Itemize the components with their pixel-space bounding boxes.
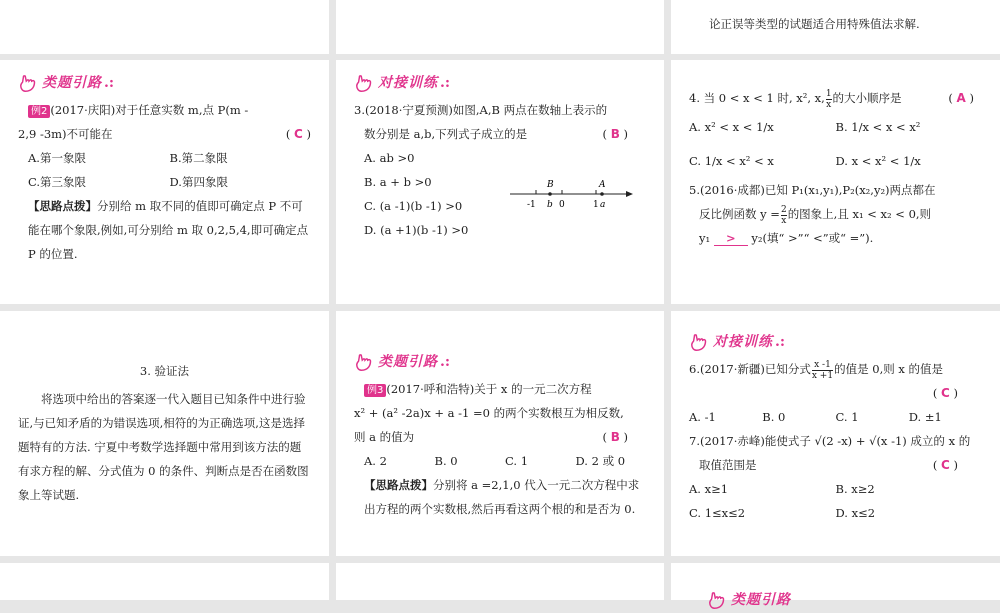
option-a: A. x² < x < 1/x — [689, 120, 774, 134]
card-top-middle — [336, 0, 664, 54]
q7-stem: 7.(2017·赤峰)能使式子 √(2 -x) + √(x -1) 成立的 x 的 — [689, 434, 971, 448]
label-minus-one: -1 — [527, 200, 536, 210]
q6-stem: 6.(2017·新疆)已知分式 $\frac{x -1}{x +1}$ 的值是 0,则 x 的值是 — [689, 359, 944, 381]
number-line-figure — [506, 174, 636, 214]
tag-label: 对接训练 — [378, 75, 438, 91]
section-tag — [689, 329, 982, 355]
option-d: D. x≤2 — [835, 506, 876, 520]
option-a: A. -1 — [689, 410, 716, 424]
pointing-hand-icon — [354, 72, 376, 94]
q3-options — [354, 146, 504, 242]
q6-options — [689, 405, 982, 429]
card-example-2 — [0, 60, 329, 304]
tag-dots: .: — [440, 75, 451, 91]
option-b: B. 0 — [762, 410, 786, 424]
ex3-stem-2: x² + (a² -2a)x + a -1 =0 的两个实数根互为相反数, — [354, 406, 624, 420]
option-b: B. 1/x < x < x² — [835, 120, 921, 134]
answer-bracket: ( C ) — [932, 386, 958, 400]
tag-dots: .: — [440, 354, 451, 370]
pointing-hand-icon — [18, 72, 40, 94]
option-c: C. 1≤x≤2 — [689, 506, 746, 520]
ex3-options — [354, 449, 646, 473]
option-c: C. (a -1)(b -1) >0 — [364, 199, 463, 213]
continued-text: 论正误等类型的试题适合用特殊值法求解. — [709, 17, 920, 31]
option-b: B. a + b >0 — [364, 175, 432, 189]
option-b: B. 0 — [434, 454, 458, 468]
ex2-stem-2: 2,9 -3m)不可能在 ( C ) — [18, 122, 311, 146]
option-c: C.第三象限 — [28, 175, 87, 189]
fraction-1-over-x: $\frac{1}{x}$ — [825, 88, 832, 110]
pointing-hand-icon — [689, 331, 711, 353]
section-tag — [354, 70, 646, 96]
example-badge: 例2 — [28, 105, 50, 118]
option-d: D.第四象限 — [169, 175, 228, 189]
section-tag — [707, 587, 982, 613]
card-bottom-left — [0, 563, 329, 600]
section-tag — [354, 349, 646, 375]
answer-bracket: ( B ) — [602, 430, 628, 444]
pointing-hand-icon — [707, 589, 729, 611]
ex2-options — [18, 146, 311, 194]
q5-stem: 5.(2016·成都)已知 P₁(x₁,y₁),P₂(x₂,y₂)两点都在 — [689, 183, 936, 197]
card-question-3 — [336, 60, 664, 304]
label-one: 1 — [593, 200, 599, 210]
q5-fill: y₁ > y₂(填“ >”“ <”或“ =”). — [699, 231, 874, 245]
option-c: C. 1 — [835, 410, 859, 424]
card-method-3 — [0, 311, 329, 556]
fraction-q6: $\frac{x -1}{x +1}$ — [811, 359, 834, 381]
tag-dots: .: — [104, 75, 115, 91]
tag-dots: .: — [775, 334, 786, 350]
option-d: D. x < x² < 1/x — [835, 154, 921, 168]
option-a: A.第一象限 — [28, 151, 86, 165]
answer-bracket: ( B ) — [602, 127, 628, 141]
label-a: a — [600, 200, 606, 210]
label-A: A — [599, 180, 606, 190]
method-title: 3. 验证法 — [139, 364, 190, 378]
option-c: C. 1/x < x² < x — [689, 154, 774, 168]
method-body: 将选项中给出的答案逐一代入题目已知条件中进行验证,与已知矛盾的为错误选项,相符的为正确选项,这是选择题特有的方法. 宁夏中考数学选择题中常用到该方法的题有求方程的解、分式值为 0 的条件、判断点是否在函数图象上等试题. — [18, 392, 309, 502]
option-a: A. ab >0 — [364, 151, 415, 165]
option-b: B. x≥2 — [835, 482, 875, 496]
card-bottom-middle — [336, 563, 664, 600]
tag-label: 类题引路 — [731, 592, 791, 608]
card-top-left — [0, 0, 329, 54]
option-a: A. 2 — [364, 454, 387, 468]
section-tag — [18, 70, 311, 96]
tag-label: 对接训练 — [713, 334, 773, 350]
option-d: D. ±1 — [908, 410, 942, 424]
label-zero: 0 — [559, 200, 565, 210]
ex2-stem: 例2 (2017·庆阳)对于任意实数 m,点 P(m - — [18, 98, 311, 122]
tag-label: 类题引路 — [42, 75, 102, 91]
tag-label: 类题引路 — [378, 354, 438, 370]
ex3-stem-3: 则 a 的值为 ( B ) — [354, 425, 646, 449]
card-example-3 — [336, 311, 664, 556]
label-b: b — [547, 200, 553, 210]
option-b: B.第二象限 — [169, 151, 228, 165]
ex3-tip: 【思路点拨】分别将 a =2,1,0 代入一元二次方程中求出方程的两个实数根,然后再看这两个根的和是否为 0. — [364, 478, 640, 516]
fraction-2-over-x: $\frac{2}{x}$ — [780, 204, 787, 226]
option-d: D. 2 或 0 — [575, 454, 626, 468]
answer-bracket: ( C ) — [932, 458, 958, 472]
card-top-right — [671, 0, 1000, 54]
q5-stem-2: 反比例函数 y = $\frac{2}{x}$ 的图象上,且 x₁ < x₂ < 0,则 — [699, 204, 932, 226]
q4-options — [689, 110, 982, 178]
fill-blank-answer: > — [714, 231, 748, 246]
q7-options — [689, 477, 982, 525]
q4-stem: 4. 当 0 < x < 1 时, x², x, $\frac{1}{x}$ 的大小顺序是 ( A ) — [689, 86, 982, 110]
card-questions-6-7 — [671, 311, 1000, 556]
q3-stem-2: 数分别是 a,b,下列式子成立的是 ( B ) — [354, 122, 646, 146]
q3-stem: 3.(2018·宁夏预测)如图,A,B 两点在数轴上表示的 — [354, 103, 608, 117]
q7-stem-2: 取值范围是 ( C ) — [689, 453, 982, 477]
card-questions-4-5 — [671, 60, 1000, 304]
label-B: B — [547, 180, 554, 190]
option-d: D. (a +1)(b -1) >0 — [364, 223, 469, 237]
example-badge: 例3 — [364, 384, 386, 397]
card-bottom-right — [671, 563, 1000, 608]
ex3-stem: 例3 (2017·呼和浩特)关于 x 的一元二次方程 — [354, 377, 646, 401]
ex2-tip: 【思路点拨】分别给 m 取不同的值即可确定点 P 不可能在哪个象限,例如,可分别给 m 取 0,2,5,4,即可确定点 P 的位置. — [28, 199, 309, 261]
answer-bracket: ( C ) — [285, 127, 311, 141]
option-a: A. x≥1 — [689, 482, 729, 496]
q6-answer-row — [689, 381, 982, 405]
answer-bracket: ( A ) — [948, 91, 974, 105]
option-c: C. 1 — [505, 454, 529, 468]
pointing-hand-icon — [354, 351, 376, 373]
